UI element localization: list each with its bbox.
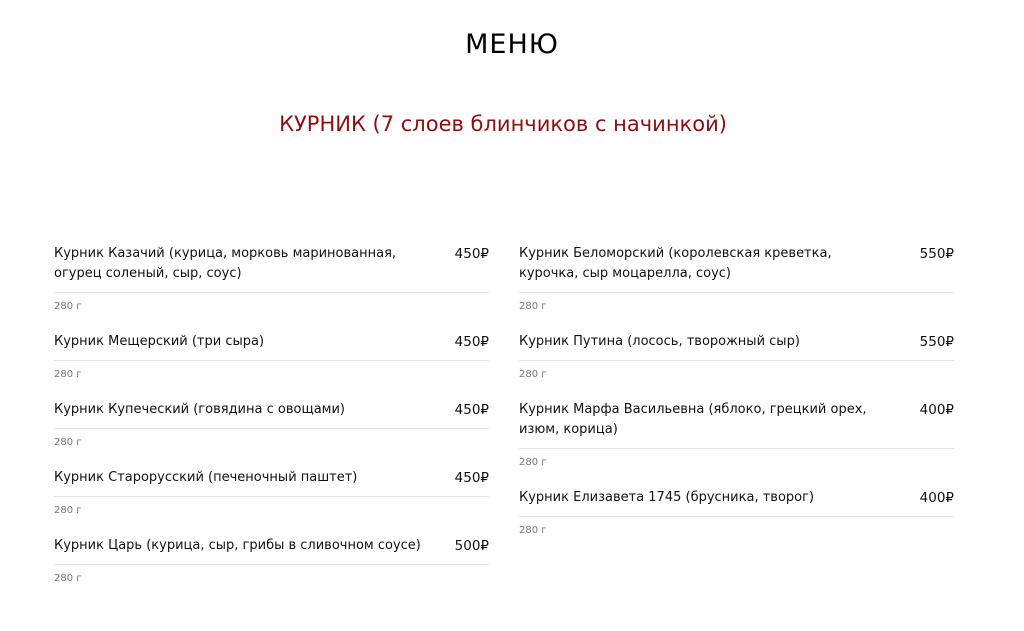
menu-item-header (54, 536, 489, 565)
menu-item[interactable] (519, 244, 954, 314)
menu-item-name: Курник Казачий (курица, морковь маринованная, огурец соленый, сыр, соус) (54, 246, 397, 281)
menu-item-name: Курник Старорусский (печеночный паштет) (54, 470, 358, 485)
menu-item-weight: 280 г (519, 525, 547, 536)
menu-item[interactable] (54, 468, 489, 518)
menu-item-price: 450₽ (454, 334, 489, 350)
menu-item-name: Курник Царь (курица, сыр, грибы в сливочном соусе) (54, 538, 421, 553)
menu-item-header (54, 400, 489, 429)
section-title: КУРНИК (7 слоев блинчиков с начинкой) (279, 112, 727, 136)
menu-item-price: 450₽ (454, 246, 489, 262)
menu-item[interactable] (519, 332, 954, 382)
menu-item-name: Курник Беломорский (королевская креветка, курочка, сыр моцарелла, соус) (519, 246, 832, 281)
menu-item-header (54, 332, 489, 361)
menu-item[interactable] (519, 488, 954, 538)
menu-column-right (519, 244, 954, 556)
menu-item-price: 400₽ (919, 402, 954, 418)
page-title: МЕНЮ (465, 29, 559, 60)
menu-item[interactable] (54, 400, 489, 450)
menu-item-price: 450₽ (454, 470, 489, 486)
menu-item-name: Курник Купеческий (говядина с овощами) (54, 402, 345, 417)
menu-item-header (519, 244, 954, 293)
menu-item-price: 550₽ (919, 246, 954, 262)
menu-column-left (54, 244, 489, 604)
menu-item[interactable] (54, 244, 489, 314)
menu-item-weight: 280 г (54, 505, 82, 516)
menu-item[interactable] (54, 536, 489, 586)
menu-item[interactable] (519, 400, 954, 470)
menu-item-weight: 280 г (54, 301, 82, 312)
menu-item-price: 500₽ (454, 538, 489, 554)
menu-item-weight: 280 г (54, 573, 82, 584)
menu-item-weight: 280 г (519, 457, 547, 468)
menu-item-weight: 280 г (54, 437, 82, 448)
menu-item-header (519, 488, 954, 517)
menu-item-name: Курник Путина (лосось, творожный сыр) (519, 334, 800, 349)
menu-item-header (519, 400, 954, 449)
menu-item[interactable] (54, 332, 489, 382)
menu-item-header (519, 332, 954, 361)
menu-item-weight: 280 г (519, 369, 547, 380)
menu-item-price: 400₽ (919, 490, 954, 506)
menu-item-weight: 280 г (54, 369, 82, 380)
menu-item-price: 550₽ (919, 334, 954, 350)
menu-item-header (54, 468, 489, 497)
menu-item-price: 450₽ (454, 402, 489, 418)
menu-item-name: Курник Марфа Васильевна (яблоко, грецкий орех, изюм, корица) (519, 402, 867, 437)
menu-item-name: Курник Елизавета 1745 (брусника, творог) (519, 490, 815, 505)
menu-item-weight: 280 г (519, 301, 547, 312)
menu-item-header (54, 244, 489, 293)
menu-item-name: Курник Мещерский (три сыра) (54, 334, 265, 349)
